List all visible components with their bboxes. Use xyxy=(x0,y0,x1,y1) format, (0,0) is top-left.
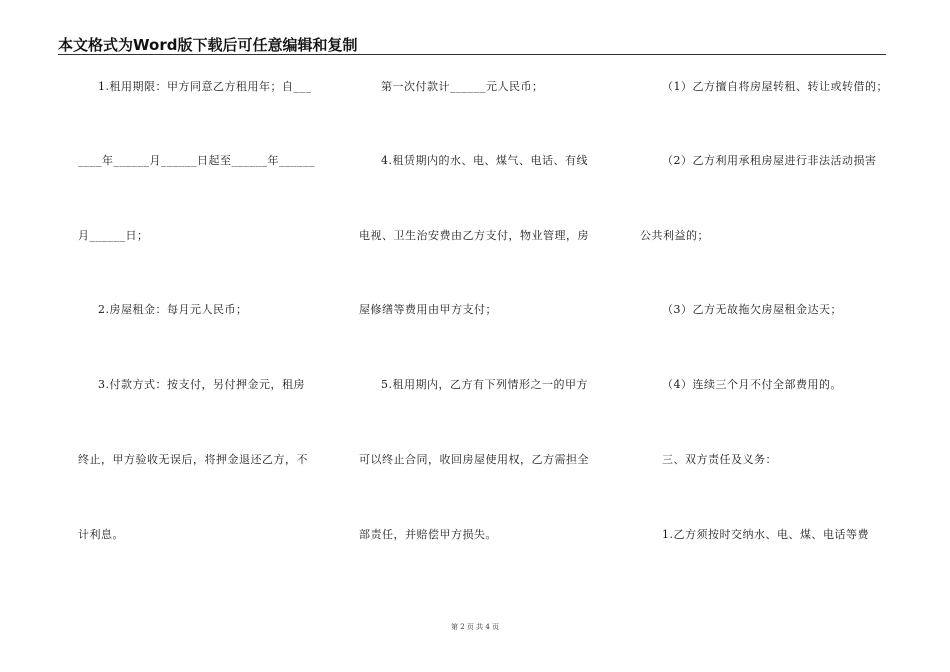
col1-line-1: 1.租用期限：甲方同意乙方租用年；自___ xyxy=(98,80,312,93)
col1-line-6: 终止，甲方验收无误后，将押金退还乙方，不 xyxy=(78,453,308,466)
col2-line-4: 屋修缮等费用由甲方支付； xyxy=(359,303,497,316)
col1-line-2: ____年______月______日起至______年______ xyxy=(78,154,315,167)
col2-line-7: 部责任，并赔偿甲方损失。 xyxy=(359,528,497,541)
col1-line-7: 计利息。 xyxy=(78,528,124,541)
page-number: 第 2 页 共 4 页 xyxy=(450,623,500,631)
col3-line-3: 公共利益的； xyxy=(640,229,709,242)
header-divider xyxy=(58,54,886,55)
col2-line-2: 4.租赁期内的水、电、煤气、电话、有线 xyxy=(381,154,588,167)
col3-line-4: （3）乙方无故拖欠房屋租金达天； xyxy=(662,303,842,316)
col3-line-7: 1.乙方须按时交纳水、电、煤、电话等费 xyxy=(662,528,869,541)
col3-line-2: （2）乙方利用承租房屋进行非法活动损害 xyxy=(662,154,877,167)
col3-line-1: （1）乙方擅自将房屋转租、转让或转借的； xyxy=(662,80,888,93)
col1-line-3: 月______日； xyxy=(78,229,149,242)
col3-line-6: 三、双方责任及义务： xyxy=(662,453,777,466)
col2-line-3: 电视、卫生治安费由乙方支付，物业管理，房 xyxy=(359,229,589,242)
col3-line-5: （4）连续三个月不付全部费用的。 xyxy=(662,378,842,391)
document-header-title: 本文格式为Word版下载后可任意编辑和复制 xyxy=(58,36,358,54)
col2-line-6: 可以终止合同，收回房屋使用权，乙方需担全 xyxy=(359,453,589,466)
col2-line-1: 第一次付款计______元人民币； xyxy=(381,80,544,93)
col1-line-5: 3.付款方式：按支付，另付押金元，租房 xyxy=(98,378,305,391)
col1-line-4: 2.房屋租金：每月元人民币； xyxy=(98,303,248,316)
col2-line-5: 5.租用期内，乙方有下列情形之一的甲方 xyxy=(381,378,588,391)
